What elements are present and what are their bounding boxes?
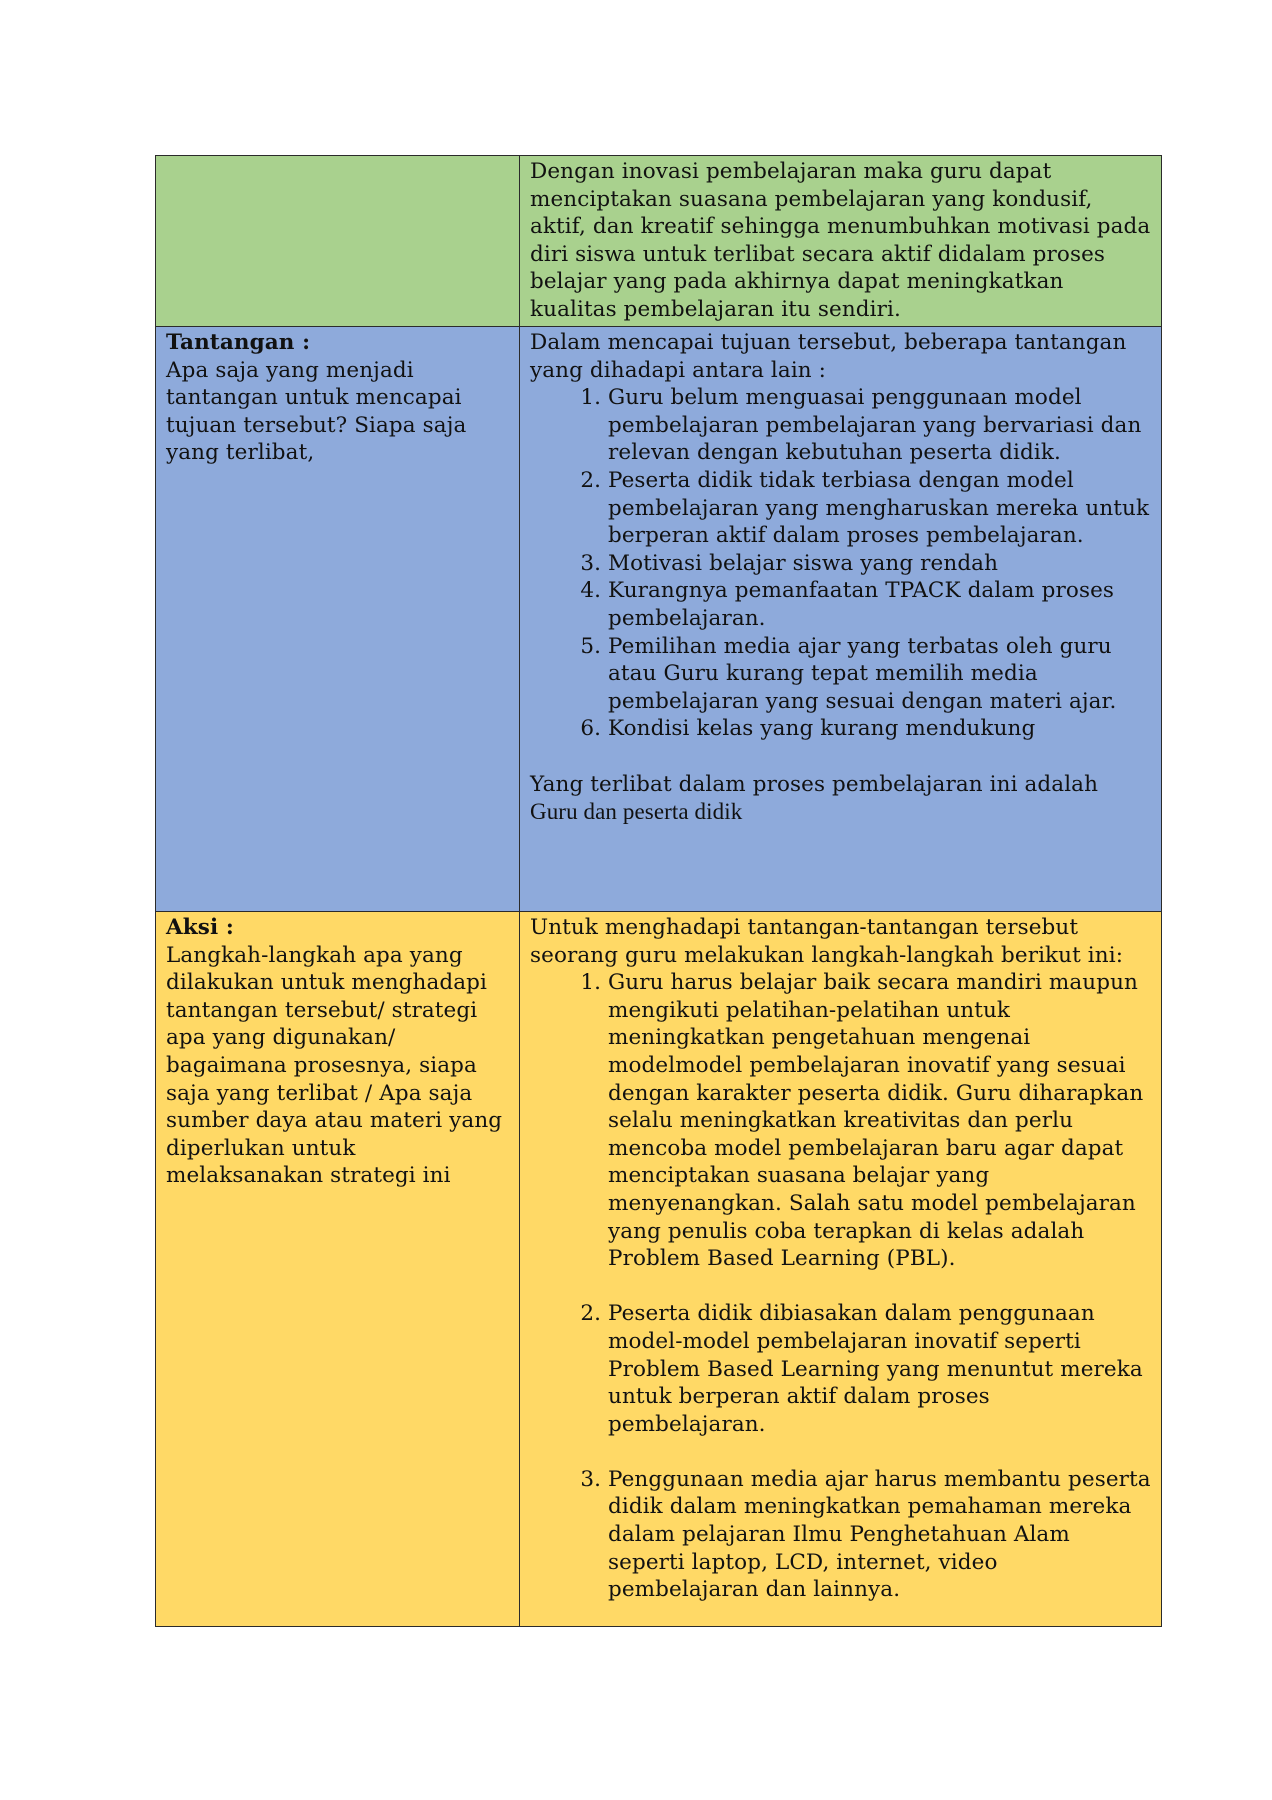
tantangan-intro: Dalam mencapai tujuan tersebut, beberapa tantangan yang dihadapi antara lain : — [530, 330, 1127, 383]
aksi-intro: Untuk menghadapi tantangan-tantangan tersebut seorang guru melakukan langkah-langkah berikut ini: — [530, 915, 1124, 968]
list-item: 1. Guru harus belajar baik secara mandiri maupun mengikuti pelatihan-pelatihan untuk meningkatkan pengetahuan mengenai modelmodel pembelajaran inovatif yang sesuai dengan karakter peserta didik. Guru diharapkan selalu meningkatkan kreativitas dan perlu mencoba model pembelajaran baru agar dapat menciptakan suasana belajar yang menyenangkan. Salah satu model pembelajaran yang penulis coba terapkan di kelas adalah Problem Based Learning (PBL). — [608, 969, 1151, 1273]
tantangan-list — [530, 384, 1151, 743]
row-intro — [156, 156, 1162, 327]
intro-text: Dengan inovasi pembelajaran maka guru dapat menciptakan suasana pembelajaran yang kondusif, aktif, dan kreatif sehingga menumbuhkan motivasi pada diri siswa untuk terlibat secara aktif didalam proses belajar yang pada akhirnya dapat meningkatkan kualitas pembelajaran itu sendiri. — [530, 159, 1151, 322]
tantangan-label: Tantangan : — [166, 330, 311, 355]
involved-line-2: Guru dan peserta didik — [530, 799, 743, 825]
tantangan-left-cell — [156, 327, 520, 912]
reflection-table — [155, 155, 1162, 1627]
list-item: 4. Kurangnya pemanfaatan TPACK dalam proses pembelajaran. — [608, 577, 1151, 632]
tantangan-right-cell — [520, 327, 1162, 912]
aksi-right-cell — [520, 912, 1162, 1627]
list-item: 1. Guru belum menguasai penggunaan model pembelajaran pembelajaran yang bervariasi dan relevan dengan kebutuhan peserta didik. — [608, 384, 1151, 467]
aksi-left-cell — [156, 912, 520, 1627]
intro-left-cell — [156, 156, 520, 327]
list-item: 6. Kondisi kelas yang kurang mendukung — [608, 715, 1151, 743]
list-item: 5. Pemilihan media ajar yang terbatas oleh guru atau Guru kurang tepat memilih media pembelajaran yang sesuai dengan materi ajar. — [608, 633, 1151, 716]
aksi-list — [530, 969, 1151, 1604]
aksi-prompt: Langkah-langkah apa yang dilakukan untuk menghadapi tantangan tersebut/ strategi apa yang digunakan/ bagaimana prosesnya, siapa saja yang terlibat / Apa saja sumber daya atau materi yang diperlukan untuk melaksanakan strategi ini — [166, 942, 503, 1189]
row-aksi — [156, 912, 1162, 1627]
list-item: 2. Peserta didik dibiasakan dalam penggunaan model-model pembelajaran inovatif seperti Problem Based Learning yang menuntut mereka untuk berperan aktif dalam proses pembelajaran. — [608, 1300, 1151, 1438]
list-item: 2. Peserta didik tidak terbiasa dengan model pembelajaran yang mengharuskan mereka untuk berperan aktif dalam proses pembelajaran. — [608, 467, 1151, 550]
list-item: 3. Motivasi belajar siswa yang rendah — [608, 550, 1151, 578]
tantangan-prompt: Apa saja yang menjadi tantangan untuk mencapai tujuan tersebut? Siapa saja yang terlibat, — [166, 357, 467, 466]
list-item: 3. Penggunaan media ajar harus membantu peserta didik dalam meningkatkan pemahaman mereka dalam pelajaran Ilmu Penghetahuan Alam seperti laptop, LCD, internet, video pembelajaran dan lainnya. — [608, 1466, 1151, 1604]
aksi-label: Aksi : — [166, 915, 234, 940]
intro-right-cell — [520, 156, 1162, 327]
involved-line-1: Yang terlibat dalam proses pembelajaran ini adalah — [530, 771, 1099, 797]
row-tantangan — [156, 327, 1162, 912]
